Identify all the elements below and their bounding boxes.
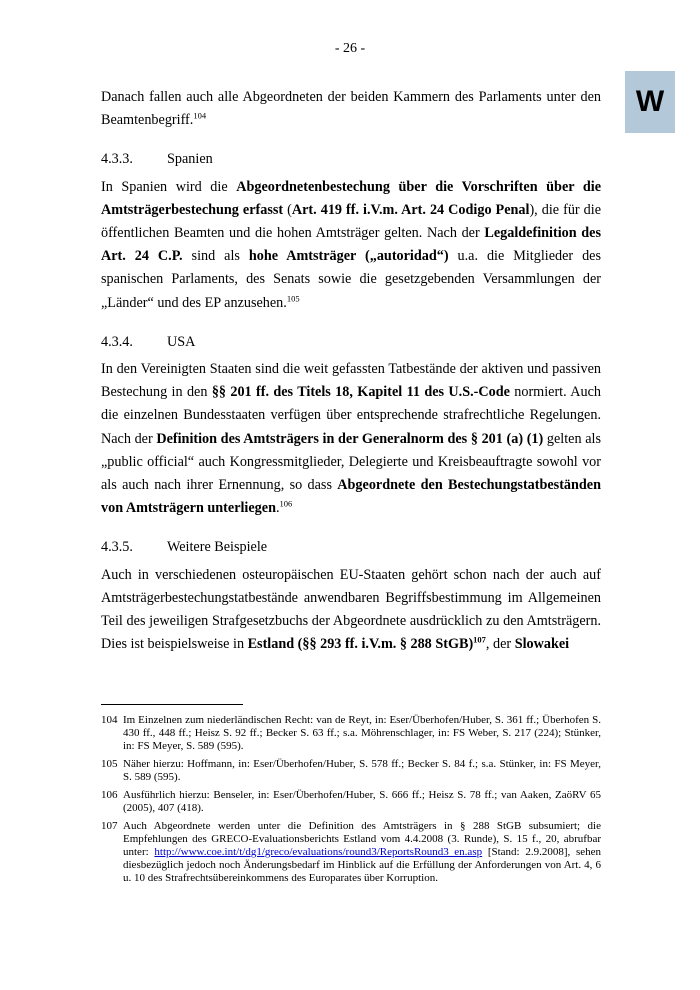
footnote-number: 107: [101, 820, 118, 832]
heading-spanien: [101, 148, 601, 171]
intro-paragraph: [101, 86, 601, 132]
bold-run: §§ 201 ff. des Titels 18, Kapitel 11 des U.S.-Code: [211, 384, 510, 401]
greco-report-link[interactable]: http://www.coe.int/t/dg1/greco/evaluations/round3/ReportsRound3_en.asp: [154, 846, 483, 858]
bold-run: [248, 636, 486, 652]
text-run: Auch in verschiedenen osteuropäischen EU-Staaten gehört schon nach der auch auf Amtsträgerbestechungstatbestände anwendbaren Begriffsbestimmung im Allgemeinen Teil des jeweiligen Strafgesetzbuchs der Abgeordnete ausdrücklich zu den Amtsträgern. Dies ist beispielsweise in: [101, 566, 601, 653]
footnote-ref-105[interactable]: 105: [286, 292, 300, 303]
heading-weitere-beispiele: [101, 536, 601, 559]
paragraph-spanien: [101, 176, 601, 315]
text-run: normiert. Auch die einzelnen Bundesstaaten verfügen über entsprechende strafrechtliche Regelungen. Nach der: [101, 384, 601, 447]
text-run: [Stand: 2.9.2008], sehen diesbezüglich jedoch noch Änderungsbedarf im Hinblick auf die Erfüllung der Anforderungen von Art. 4, 6 u. 10 des Strafrechtsübereinkommens des Europarates über Korruption.: [123, 846, 601, 884]
bold-run: Abgeordnete den Bestechungstatbeständen von Amtsträgern unterliegen: [101, 477, 601, 517]
footnote-ref-107[interactable]: 107: [473, 634, 486, 645]
text-run: sind als: [182, 248, 249, 265]
text-run: ), die für die öffentlichen Beamten und die hohen Amtsträger gelten. Nach der: [101, 201, 602, 242]
bold-text: Estland (§§ 293 ff. i.V.m. § 288 StGB): [247, 636, 474, 653]
section-badge: W: [625, 71, 675, 133]
text-run: (: [283, 201, 292, 218]
footnote-number: 106: [101, 789, 118, 801]
paragraph-usa: [101, 358, 601, 520]
bold-run: Abgeordnetenbestechung über die Vorschriften über die Amtsträgerbestechung erfasst: [101, 178, 602, 218]
footnote-separator: [101, 704, 243, 705]
body-text: [101, 86, 601, 656]
footnote-number: 104: [101, 714, 118, 726]
text-run: u.a. die Mitglieder des spanischen Parlaments, des Senats sowie die gesetzgebenden Versammlungen der „Länder“ und des EP anzusehen.: [101, 248, 601, 311]
text-run: In den Vereinigten Staaten sind die weit gefassten Tatbestände der aktiven und passiven Bestechung in den: [101, 361, 601, 401]
footnote-107: [101, 820, 601, 885]
text-run: .: [275, 500, 280, 517]
footnote-ref-104[interactable]: 104: [193, 110, 207, 121]
heading-title: Spanien: [167, 151, 213, 168]
heading-number: 4.3.5.: [101, 539, 133, 556]
text-run: gelten als „public official“ auch Kongressmitglieder, Delegierte und Kreisbeauftragte sowohl vor als auch nach ihrer Ernennung, so dass: [101, 430, 601, 494]
heading-usa: [101, 331, 601, 354]
footnote-text: Im Einzelnen zum niederländischen Recht: van de Reyt, in: Eser/Überhofen/Huber, S. 361 ff.; Überhofen S. 430 ff., 448 ff.; Heisz S. 92 ff.; Becker S. 63 ff.; s.a. Möhrenschlager, in: FS Weber, S. 217 (224); Stünker, in: FS Meyer, S. 589 (595).: [123, 714, 601, 752]
intro-text: Danach fallen auch alle Abgeordneten der beiden Kammern des Parlaments unter den Beamtenbegriff.: [101, 89, 601, 129]
heading-number: 4.3.4.: [101, 333, 133, 350]
footnotes: [101, 714, 601, 890]
text-run: , der: [485, 636, 515, 653]
footnote-text: Ausführlich hierzu: Benseler, in: Eser/Überhofen/Huber, S. 666 ff.; Heisz S. 78 ff.; van Aaken, ZaöRV 65 (2005), 407 (418).: [123, 789, 601, 814]
bold-run: Art. 419 ff. i.V.m. Art. 24 Codigo Penal: [291, 201, 530, 218]
footnote-ref-106[interactable]: 106: [279, 498, 293, 509]
footnote-106: [101, 789, 601, 815]
bold-run: hohe Amtsträger („autoridad“): [248, 248, 449, 265]
footnote-text: Näher hierzu: Hoffmann, in: Eser/Überhofen/Huber, S. 578 ff.; Becker S. 84 f.; s.a. Stünker, in: FS Meyer, S. 589 (595).: [123, 758, 601, 783]
bold-run: Legaldefinition des Art. 24 C.P.: [101, 225, 602, 265]
bold-run: Definition des Amtsträgers in der Generalnorm des § 201 (a) (1): [156, 430, 544, 447]
page-number: - 26 -: [334, 41, 366, 56]
text-run: In Spanien wird die: [101, 178, 237, 195]
footnote-number: 105: [101, 758, 118, 770]
footnote-104: [101, 714, 601, 753]
heading-number: 4.3.3.: [101, 151, 133, 168]
footnote-text: [123, 820, 601, 885]
bold-run: Slowakei: [514, 636, 570, 653]
paragraph-weitere-beispiele: [101, 564, 601, 657]
heading-title: USA: [167, 333, 196, 350]
text-run: Auch Abgeordnete werden unter die Definition des Amtsträgers in § 288 StGB subsumiert; die Empfehlungen des GRECO-Evaluationsberichts Estland vom 4.4.2008 (3. Runde), S. 15 f., 20, abrufbar unter:: [123, 820, 601, 858]
heading-title: Weitere Beispiele: [167, 539, 268, 556]
footnote-105: [101, 758, 601, 784]
